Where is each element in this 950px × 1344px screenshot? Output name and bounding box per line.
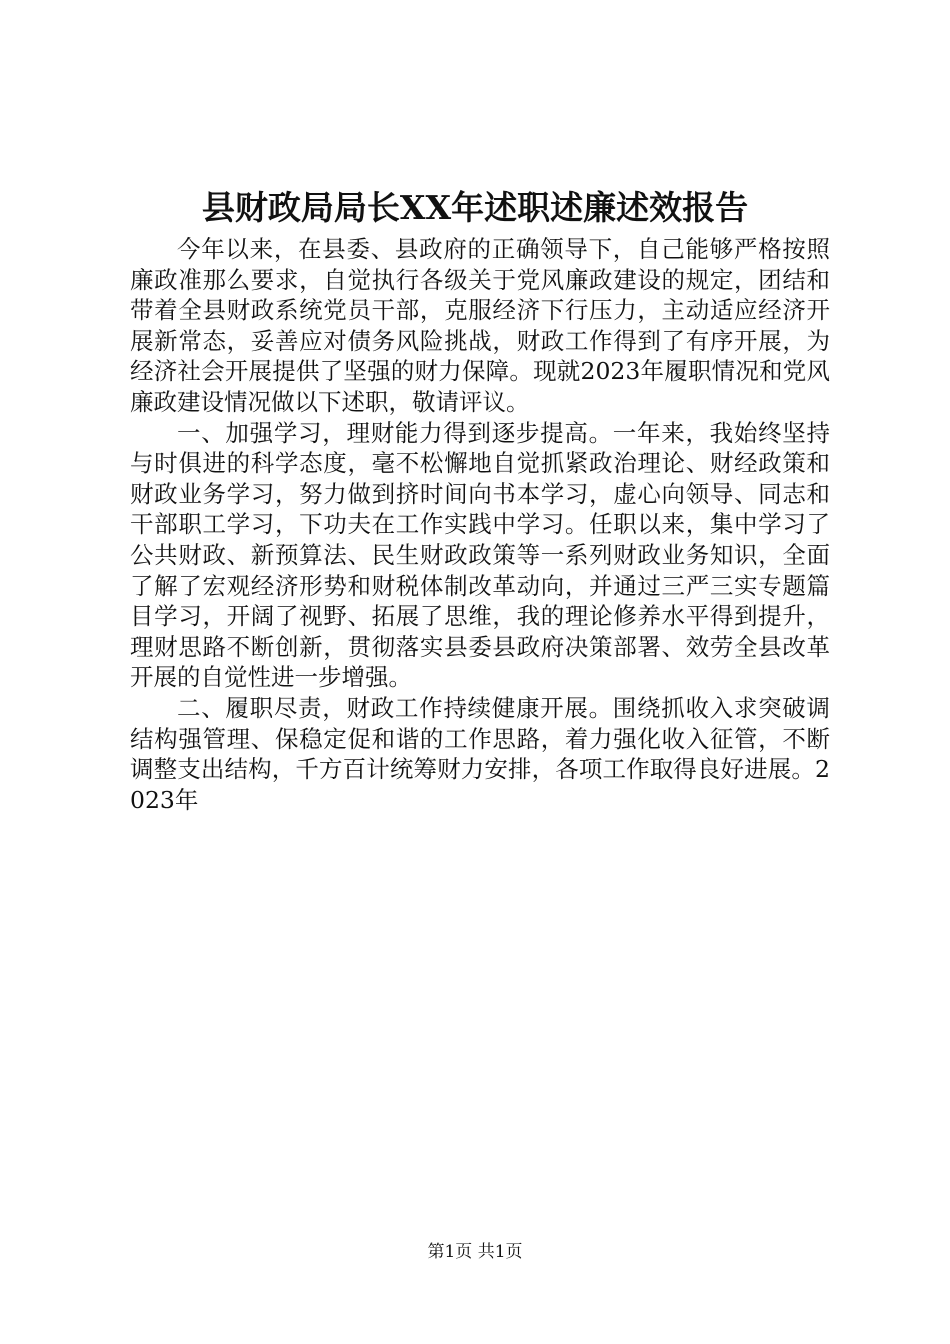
- paragraph-section-1: 一、加强学习，理财能力得到逐步提高。一年来，我始终坚持与时俱进的科学态度，毫不松懈地自觉抓紧政治理论、财经政策和财政业务学习，努力做到挤时间向书本学习，虚心向领导、同志和干部职工学习，下功夫在工作实践中学习。任职以来，集中学习了公共财政、新预算法、民生财政政策等一系列财政业务知识，全面了解了宏观经济形势和财税体制改革动向，并通过三严三实专题篇目学习，开阔了视野、拓展了思维，我的理论修养水平得到提升，理财思路不断创新，贯彻落实县委县政府决策部署、效劳全县改革开展的自觉性进一步增强。: [130, 418, 830, 692]
- paragraph-intro: 今年以来，在县委、县政府的正确领导下，自己能够严格按照廉政准那么要求，自觉执行各级关于党风廉政建设的规定，团结和带着全县财政系统党员干部，克服经济下行压力，主动适应经济开展新常态，妥善应对债务风险挑战，财政工作得到了有序开展，为经济社会开展提供了坚强的财力保障。现就2023年履职情况和党风廉政建设情况做以下述职，敬请评议。: [130, 235, 830, 416]
- page-footer: 第1页 共1页: [427, 1242, 523, 1262]
- document-title: 县财政局局长XX年述职述廉述效报告: [201, 188, 749, 227]
- paragraph-section-2: 二、履职尽责，财政工作持续健康开展。围绕抓收入求突破调结构强管理、保稳定促和谐的工作思路，着力强化收入征管，不断调整支出结构，千方百计统筹财力安排，各项工作取得良好进展。2023年: [130, 693, 830, 814]
- document-body: [130, 234, 830, 815]
